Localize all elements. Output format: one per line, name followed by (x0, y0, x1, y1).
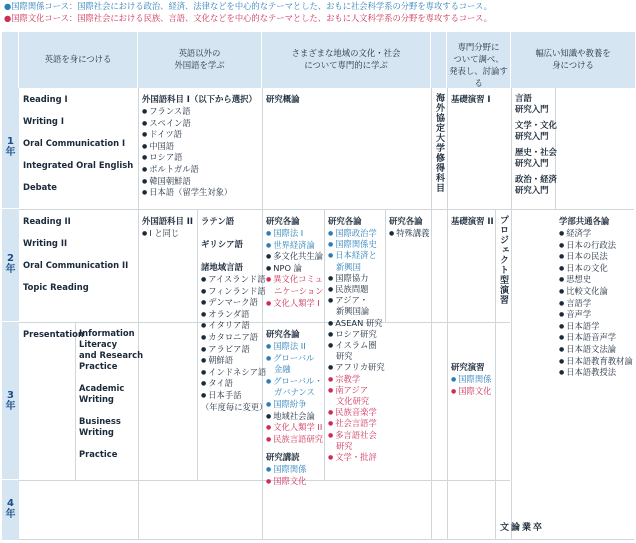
research-course-item: ● 南アジア (328, 385, 385, 396)
common-courses-list (559, 228, 633, 379)
common-course-item: ● 日本語文法論 (559, 344, 633, 356)
intro-course-line: 研究入門 (515, 158, 549, 168)
research-course-item: ● 民族言語研究 (266, 434, 323, 446)
course-latin: ラテン語 (201, 216, 235, 226)
year-4-label: 4 年 (5, 498, 16, 520)
year-1-cell (2, 88, 19, 209)
year-3-label: 3 年 (5, 390, 16, 412)
english-year2-list (23, 215, 128, 303)
intro-course-line: 政治・経済 (515, 174, 557, 184)
intro-course-line: 研究入門 (515, 104, 549, 114)
course-special-lecture: ● 特殊講義 (389, 228, 429, 240)
basic-seminar-1: 基礎演習 I (451, 94, 491, 104)
regional-language-item: ● アイスランド語 (201, 274, 266, 286)
course-greek: ギリシア語 (201, 239, 243, 249)
regional-languages-title: 諸地域言語 (201, 262, 243, 272)
research-reading-title: 研究講読 (266, 452, 300, 462)
course-topic-reading: Topic Reading (23, 282, 89, 292)
research-seminar-item: ● 国際関係 (451, 374, 491, 386)
intro-course-line: 研究入門 (515, 131, 549, 141)
course-integrated-oral-english: Integrated Oral English (23, 160, 134, 170)
column-divider (324, 209, 325, 480)
research-course-item: ● 社会言語学 (328, 418, 385, 429)
legend-international-culture: ●国際文化コース：国際社会における民族、言語、文化などを中心的なテーマとした、おもに人文科学系の分野を専攻するコース。 (4, 13, 492, 23)
year-divider (19, 209, 634, 210)
research-course-item: ● 国際関係史 (328, 239, 385, 250)
english-year1-list (23, 93, 133, 203)
course-writing-2: Writing II (23, 238, 68, 248)
header-study-abroad (431, 32, 447, 88)
common-course-item: ● 日本語音声学 (559, 332, 633, 344)
research-course-item: ニケーション (274, 285, 324, 296)
research-course-item: ● 国際政治学 (328, 228, 385, 239)
research-course-item: ● 国際紛争 (266, 399, 323, 411)
research-course-item: ● 世界経済論 (266, 240, 323, 252)
foreign-language-1-title: 外国語科目 I（以下から選択） (142, 94, 257, 104)
research-course-item: ● 多言語社会 (328, 430, 385, 441)
research-seminar-title: 研究演習 (451, 362, 485, 372)
research-course-item: ● NPO 論 (266, 263, 323, 275)
research-specific-3-title: 研究各論 (389, 216, 423, 226)
research-seminar-item: ● 国際文化 (451, 386, 491, 398)
common-course-item: ● 日本の文化 (559, 263, 633, 275)
common-course-item: ● 比較文化論 (559, 286, 633, 298)
column-divider (75, 322, 76, 480)
foreign-language-item: ● ポルトガル語 (142, 164, 232, 176)
foreign-language-item: ● 日本語（留学生対象） (142, 187, 232, 199)
research-course-item: 研究 (336, 351, 353, 362)
research-reading-item: ● 国際関係 (266, 464, 306, 476)
english-year3-list (79, 328, 143, 460)
research-course-item: ● 民族音楽学 (328, 407, 385, 418)
course-oral-communication-1: Oral Communication I (23, 138, 126, 148)
course-line: Business (79, 416, 121, 426)
column-divider (511, 88, 512, 540)
research-course-item: ● 国際法 I (266, 228, 323, 240)
common-course-item: ● 経済学 (559, 228, 633, 240)
study-abroad-credits: 海外協定大学修得科目 (434, 93, 444, 193)
research-course-item: ● アジア・ (328, 295, 385, 306)
research-course-item: 文化研究 (336, 396, 370, 407)
research-specific-2-title: 研究各論 (328, 216, 362, 226)
header-corner (2, 32, 19, 88)
course-presentation: Presentation (23, 329, 84, 339)
curriculum-grid (1, 32, 634, 540)
course-line: Practice (79, 449, 118, 459)
regional-language-item: ● カタロニア語 (201, 332, 266, 344)
project-seminar: プロジェクト型演習 (498, 215, 508, 305)
course-oral-communication-2: Oral Communication II (23, 260, 129, 270)
research-course-item: ● 地域社会論 (266, 411, 323, 423)
research-specific-2-list (328, 228, 385, 463)
regional-language-item: ● 日本手話 (201, 390, 266, 402)
foreign-language-item: ● 中国語 (142, 141, 232, 153)
graduation-thesis: 卒業論文 (498, 522, 541, 532)
year-1-label: 1 年 (5, 136, 16, 158)
research-course-item: ● 宗教学 (328, 374, 385, 385)
research-course-item: ● 文化人類学 II (266, 422, 323, 434)
course-line: Literacy (79, 339, 118, 349)
research-course-item: ● 国際法 II (266, 341, 323, 353)
foreign-language-item: ● ロシア語 (142, 152, 232, 164)
regional-languages-note: （年度毎に変更） (201, 402, 268, 412)
column-divider (431, 88, 432, 540)
intro-course-line: 言語 (515, 93, 532, 103)
research-course-item: ガバナンス (274, 387, 315, 398)
research-course-item: ● グローバル (266, 353, 323, 365)
regional-language-item: ● イタリア語 (201, 320, 266, 332)
course-line: and Research (79, 350, 144, 360)
foreign-language-2-note (142, 228, 179, 240)
foreign-language-item: ● 韓国朝鮮語 (142, 176, 232, 188)
course-reading-2: Reading II (23, 216, 71, 226)
column-divider (385, 209, 386, 322)
year-2-label: 2 年 (5, 253, 16, 275)
legend-international-relations: ●国際関係コース：国際社会における政治、経済、法律などを中心的なテーマとした、おもに社会科学系の分野を専攻するコース。 (4, 1, 492, 11)
regional-language-item: ● インドネシア語 (201, 367, 266, 379)
research-specific-1-list (266, 228, 323, 309)
column-divider (495, 209, 496, 540)
research-reading-item: ● 国際文化 (266, 476, 306, 488)
course-line: Writing (79, 427, 114, 437)
research-course-item: ● 民族問題 (328, 284, 385, 295)
foreign-language-item: ● フランス語 (142, 106, 232, 118)
regional-languages-list (201, 274, 266, 402)
research-reading-list (266, 464, 306, 487)
header-foreign-language: 英語以外の 外国語を学ぶ (138, 32, 262, 88)
course-line: Information (79, 328, 135, 338)
foreign-language-1-list (142, 106, 232, 199)
regional-language-item: ● アラビア語 (201, 344, 266, 356)
research-seminar-list (451, 374, 491, 397)
common-course-item: ● 日本の民法 (559, 251, 633, 263)
course-line: Practice (79, 361, 118, 371)
regional-language-item: ● 朝鮮語 (201, 355, 266, 367)
research-course-item: 新興国論 (336, 306, 370, 317)
research-course-item: ● イスラム圏 (328, 340, 385, 351)
common-courses-title: 学部共通各論 (559, 216, 610, 226)
research-course-item: 金融 (274, 364, 291, 375)
grid-bottom-line (19, 539, 634, 540)
header-regional-studies: さまざまな地域の文化・社会 について専門的に学ぶ (262, 32, 431, 88)
regional-language-item: ● オランダ語 (201, 309, 266, 321)
common-course-item: ● 思想史 (559, 274, 633, 286)
research-specific-1b-list (266, 341, 323, 445)
year-4-cell (2, 480, 19, 540)
research-course-item: 研究 (336, 440, 353, 451)
common-course-item: ● 日本語教授法 (559, 367, 633, 379)
research-course-item: ● グローバル・ (266, 376, 323, 388)
research-specific-3-list (389, 228, 429, 240)
foreign-2-note-text: ● I と同じ (142, 228, 179, 240)
research-course-item: ● 日本経済と (328, 250, 385, 261)
column-divider (197, 209, 198, 480)
regional-language-item: ● デンマーク語 (201, 297, 266, 309)
header-specialized-field: 専門分野に ついて調べ、 発表し、討論する (447, 32, 511, 88)
header-broad-knowledge: 幅広い知識や教養を 身につける (511, 32, 635, 88)
foreign-language-item: ● ドイツ語 (142, 129, 232, 141)
research-overview: 研究概論 (266, 94, 300, 104)
course-reading-1: Reading I (23, 94, 68, 104)
year-divider (19, 480, 510, 481)
research-course-item: ● 多文化共生論 (266, 251, 323, 263)
research-course-item: ● ロシア研究 (328, 329, 385, 340)
common-course-item: ● 音声学 (559, 309, 633, 321)
intro-courses-list (515, 93, 557, 196)
regional-language-item: ● タイ語 (201, 378, 266, 390)
foreign-language-2-title: 外国語科目 II (142, 216, 194, 226)
year-3-cell (2, 322, 19, 480)
basic-seminar-2: 基礎演習 II (451, 216, 494, 226)
common-course-item: ● 日本の行政法 (559, 240, 633, 252)
header-english: 英語を身につける (19, 32, 138, 88)
column-divider (447, 88, 448, 540)
course-line: Academic (79, 383, 125, 393)
common-course-item: ● 日本語教育教材論 (559, 356, 633, 368)
research-course-item: ● 文学・批評 (328, 452, 385, 463)
common-course-item: ● 日本語学 (559, 321, 633, 333)
course-writing-1: Writing I (23, 116, 64, 126)
research-course-item: ● 国際協力 (328, 273, 385, 284)
regional-language-item: ● フィンランド語 (201, 286, 266, 298)
research-specific-1-title: 研究各論 (266, 216, 300, 226)
foreign-language-item: ● スペイン語 (142, 118, 232, 130)
research-specific-1b-title: 研究各論 (266, 329, 300, 339)
research-course-item: 新興国 (336, 261, 361, 272)
research-course-item: ● 異文化コミュ (266, 274, 323, 286)
year-2-cell (2, 209, 19, 322)
research-course-item: ● アフリカ研究 (328, 362, 385, 373)
course-debate: Debate (23, 182, 57, 192)
research-course-item: ● ASEAN 研究 (328, 318, 385, 329)
intro-course-line: 研究入門 (515, 185, 549, 195)
common-course-item: ● 言語学 (559, 298, 633, 310)
intro-course-line: 文学・文化 (515, 120, 557, 130)
intro-course-line: 歴史・社会 (515, 147, 557, 157)
course-line: Writing (79, 394, 114, 404)
column-divider (138, 88, 139, 540)
research-course-item: ● 文化人類学 I (266, 298, 323, 310)
